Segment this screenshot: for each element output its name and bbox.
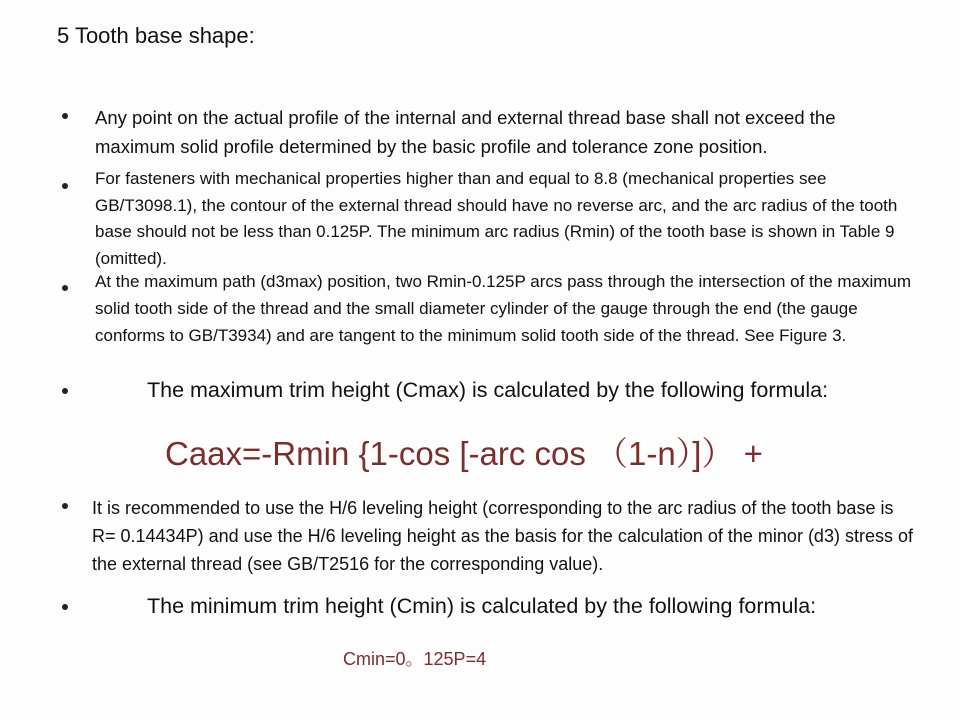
paragraph-mechanical-properties: For fasteners with mechanical properties higher than and equal to 8.8 (mechanical properties see GB/T3098.1), the contour of the external thread should have no reverse arc, and the arc radius of the tooth base should not be less than 0.125P. The minimum arc radius (Rmin) of the tooth base is shown in Table 9 (omitted).: [95, 169, 898, 268]
paragraph-profile-limit: Any point on the actual profile of the internal and external thread base shall not exceed the maximum solid profile determined by the basic profile and tolerance zone position.: [95, 107, 836, 157]
paragraph-h6-recommendation: It is recommended to use the H/6 leveling height (corresponding to the arc radius of the tooth base is R= 0.14434P) and use the H/6 leveling height as the basis for the calculation of the minor (d3) stress of the external thread (see GB/T2516 for the corresponding value).: [92, 498, 913, 574]
paragraph-cmax-intro: The maximum trim height (Cmax) is calculated by the following formula:: [147, 378, 829, 402]
bullet-icon: [62, 183, 68, 189]
paragraph-cmin-intro: The minimum trim height (Cmin) is calculated by the following formula:: [147, 594, 817, 618]
bullet-icon: [62, 388, 68, 394]
cmax-formula: Caax=-Rmin {1-cos [-arc cos （1-n）]） +: [165, 435, 763, 472]
section-heading: 5 Tooth base shape:: [57, 23, 255, 48]
bullet-icon: [62, 113, 68, 119]
bullet-icon: [62, 285, 68, 291]
paragraph-max-path-arcs: At the maximum path (d3max) position, two Rmin-0.125P arcs pass through the intersection of the maximum solid tooth side of the thread and the small diameter cylinder of the gauge through the end (the gauge conforms to GB/T3934) and are tangent to the minimum solid tooth side of the thread. See Figure 3.: [95, 272, 912, 345]
cmin-formula: Cmin=0。125P=4: [343, 649, 487, 669]
bullet-icon: [62, 503, 68, 509]
bullet-icon: [62, 604, 68, 610]
